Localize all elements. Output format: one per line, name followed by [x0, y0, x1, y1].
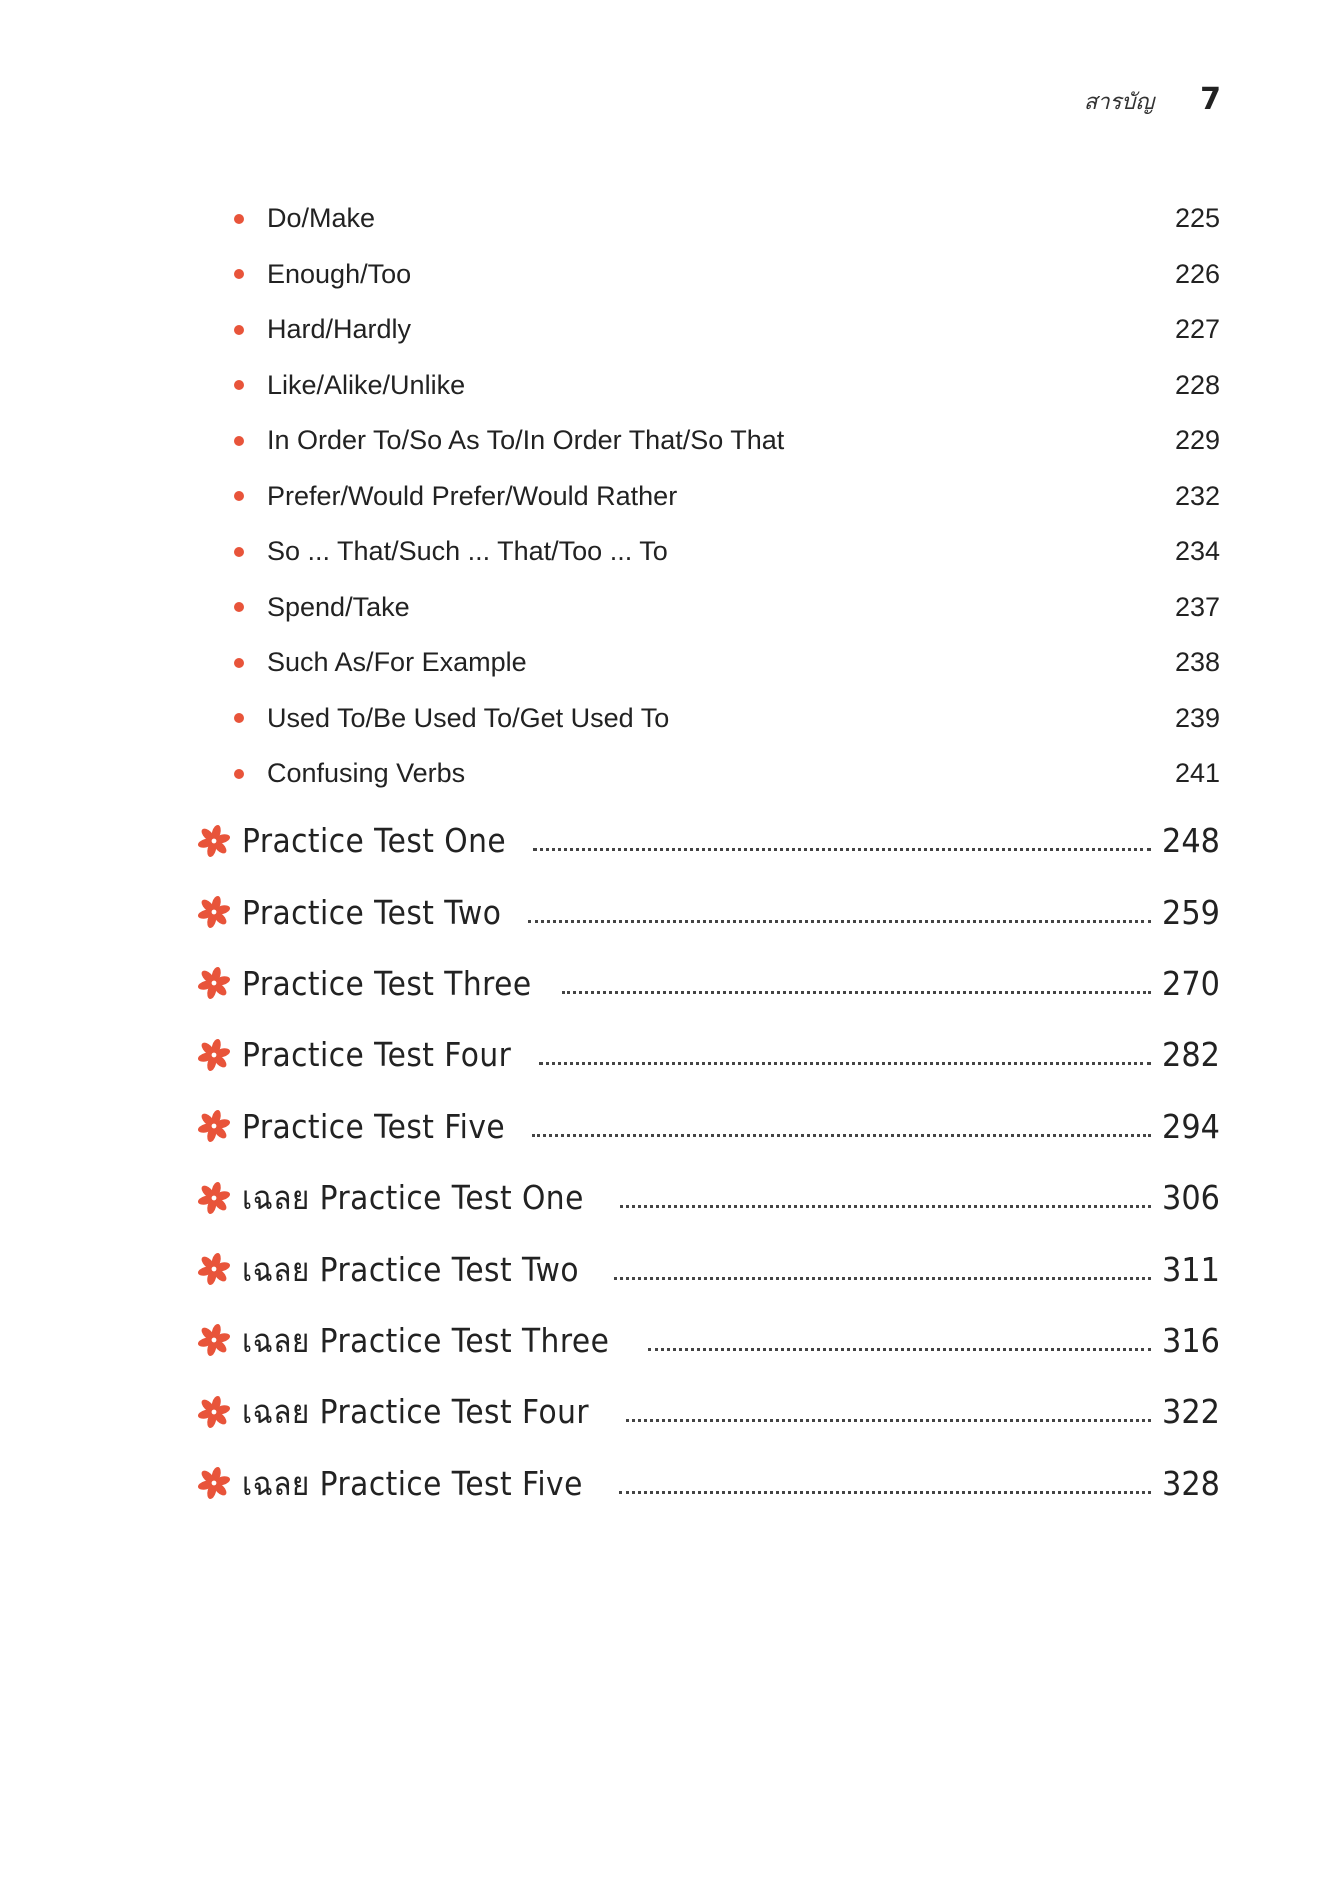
toc-main-entry[interactable] — [196, 948, 1220, 1019]
toc-main-entry-label: Practice Test Two — [242, 892, 502, 932]
toc-sub-entry-page: 225 — [1174, 203, 1220, 234]
toc-main-entry[interactable] — [196, 1448, 1220, 1519]
dot-leader — [533, 848, 1151, 851]
toc-main-entry-page: 328 — [1162, 1463, 1220, 1503]
toc-main-entry-label: เฉลย Practice Test Five — [242, 1463, 583, 1503]
flower-star-icon — [196, 965, 232, 1001]
toc-main-entry-label: เฉลย Practice Test Two — [242, 1249, 580, 1289]
toc-sub-entry-label: Confusing Verbs — [267, 758, 466, 789]
toc-main-entry-page: 248 — [1162, 821, 1220, 861]
bullet-dot-icon — [234, 769, 244, 779]
toc-main-entry-label: Practice Test Three — [242, 963, 532, 1003]
toc-sub-entry[interactable] — [234, 524, 1220, 580]
flower-star-icon — [196, 1322, 232, 1358]
toc-sub-entry-label: Prefer/Would Prefer/Would Rather — [267, 480, 678, 511]
toc-sub-entry[interactable] — [234, 247, 1220, 303]
dot-leader — [539, 1062, 1151, 1065]
toc-main-entry-page: 306 — [1162, 1178, 1220, 1218]
bullet-dot-icon — [234, 658, 244, 668]
dot-leader — [648, 1348, 1151, 1351]
toc-main-entry[interactable] — [196, 1162, 1220, 1233]
dot-leader — [562, 991, 1151, 994]
bullet-dot-icon — [234, 214, 244, 224]
toc-main-entry[interactable] — [196, 1376, 1220, 1447]
dot-leader — [619, 1491, 1151, 1494]
bullet-dot-icon — [234, 547, 244, 557]
toc-main-entry-label: Practice Test Four — [242, 1035, 512, 1075]
toc-sub-entry-label: Such As/For Example — [267, 647, 527, 678]
toc-main-entry[interactable] — [196, 1233, 1220, 1304]
toc-sub-entry-label: Enough/Too — [267, 258, 412, 289]
page-header — [1084, 82, 1221, 119]
toc-main-entry-page: 294 — [1162, 1106, 1220, 1146]
toc-sub-entry[interactable] — [234, 635, 1220, 691]
toc-sub-entry-page: 228 — [1174, 369, 1220, 400]
toc-sub-entry-page: 226 — [1174, 258, 1220, 289]
toc-sub-list — [234, 191, 1220, 802]
toc-sub-entry[interactable] — [234, 302, 1220, 358]
toc-sub-entry[interactable] — [234, 746, 1220, 802]
flower-star-icon — [196, 1394, 232, 1430]
toc-sub-entry-label: Spend/Take — [267, 591, 410, 622]
toc-sub-entry[interactable] — [234, 691, 1220, 747]
bullet-dot-icon — [234, 325, 244, 335]
toc-main-entry-page: 270 — [1162, 963, 1220, 1003]
toc-sub-entry[interactable] — [234, 580, 1220, 636]
toc-sub-entry-label: In Order To/So As To/In Order That/So That — [267, 425, 785, 456]
bullet-dot-icon — [234, 713, 244, 723]
toc-main-entry-label: เฉลย Practice Test Four — [242, 1392, 590, 1432]
dot-leader — [620, 1205, 1151, 1208]
toc-main-entry-page: 282 — [1162, 1035, 1220, 1075]
toc-main-entry-page: 316 — [1162, 1320, 1220, 1360]
toc-sub-entry-page: 239 — [1174, 702, 1220, 733]
toc-sub-entry-label: Do/Make — [267, 203, 376, 234]
toc-sub-entry-page: 232 — [1174, 480, 1220, 511]
toc-main-entry-label: Practice Test One — [242, 821, 507, 861]
toc-main-entry[interactable] — [196, 1091, 1220, 1162]
bullet-dot-icon — [234, 602, 244, 612]
bullet-dot-icon — [234, 269, 244, 279]
toc-main-entry-page: 311 — [1162, 1249, 1220, 1289]
bullet-dot-icon — [234, 380, 244, 390]
bullet-dot-icon — [234, 436, 244, 446]
toc-sub-entry-label: Hard/Hardly — [267, 314, 412, 345]
bullet-dot-icon — [234, 491, 244, 501]
toc-sub-entry[interactable] — [234, 469, 1220, 525]
toc-sub-entry-page: 227 — [1174, 314, 1220, 345]
toc-main-entry-page: 322 — [1162, 1392, 1220, 1432]
flower-star-icon — [196, 1251, 232, 1287]
toc-sub-entry-label: So ... That/Such ... That/Too ... To — [267, 536, 668, 567]
toc-main-entry[interactable] — [196, 805, 1220, 876]
toc-main-entry[interactable] — [196, 1305, 1220, 1376]
flower-star-icon — [196, 1037, 232, 1073]
toc-main-entry[interactable] — [196, 1019, 1220, 1090]
toc-main-entry[interactable] — [196, 876, 1220, 947]
flower-star-icon — [196, 1108, 232, 1144]
toc-sub-entry-page: 234 — [1174, 536, 1220, 567]
dot-leader — [626, 1419, 1151, 1422]
header-title: สารบัญ — [1083, 90, 1155, 115]
dot-leader — [532, 1134, 1151, 1137]
toc-main-list — [196, 805, 1220, 1519]
toc-sub-entry[interactable] — [234, 358, 1220, 414]
toc-sub-entry-label: Used To/Be Used To/Get Used To — [267, 702, 670, 733]
flower-star-icon — [196, 823, 232, 859]
toc-main-entry-label: Practice Test Five — [242, 1106, 506, 1146]
toc-sub-entry-page: 238 — [1174, 647, 1220, 678]
toc-main-entry-label: เฉลย Practice Test One — [242, 1178, 584, 1218]
dot-leader — [528, 920, 1151, 923]
toc-sub-entry-page: 241 — [1174, 758, 1220, 789]
toc-sub-entry-page: 229 — [1174, 425, 1220, 456]
header-page-number: 7 — [1200, 82, 1221, 117]
toc-sub-entry-page: 237 — [1174, 591, 1220, 622]
toc-main-entry-label: เฉลย Practice Test Three — [242, 1320, 610, 1360]
toc-main-entry-page: 259 — [1162, 892, 1220, 932]
dot-leader — [614, 1277, 1151, 1280]
flower-star-icon — [196, 1180, 232, 1216]
toc-sub-entry-label: Like/Alike/Unlike — [267, 369, 466, 400]
flower-star-icon — [196, 894, 232, 930]
flower-star-icon — [196, 1465, 232, 1501]
toc-sub-entry[interactable] — [234, 191, 1220, 247]
toc-sub-entry[interactable] — [234, 413, 1220, 469]
